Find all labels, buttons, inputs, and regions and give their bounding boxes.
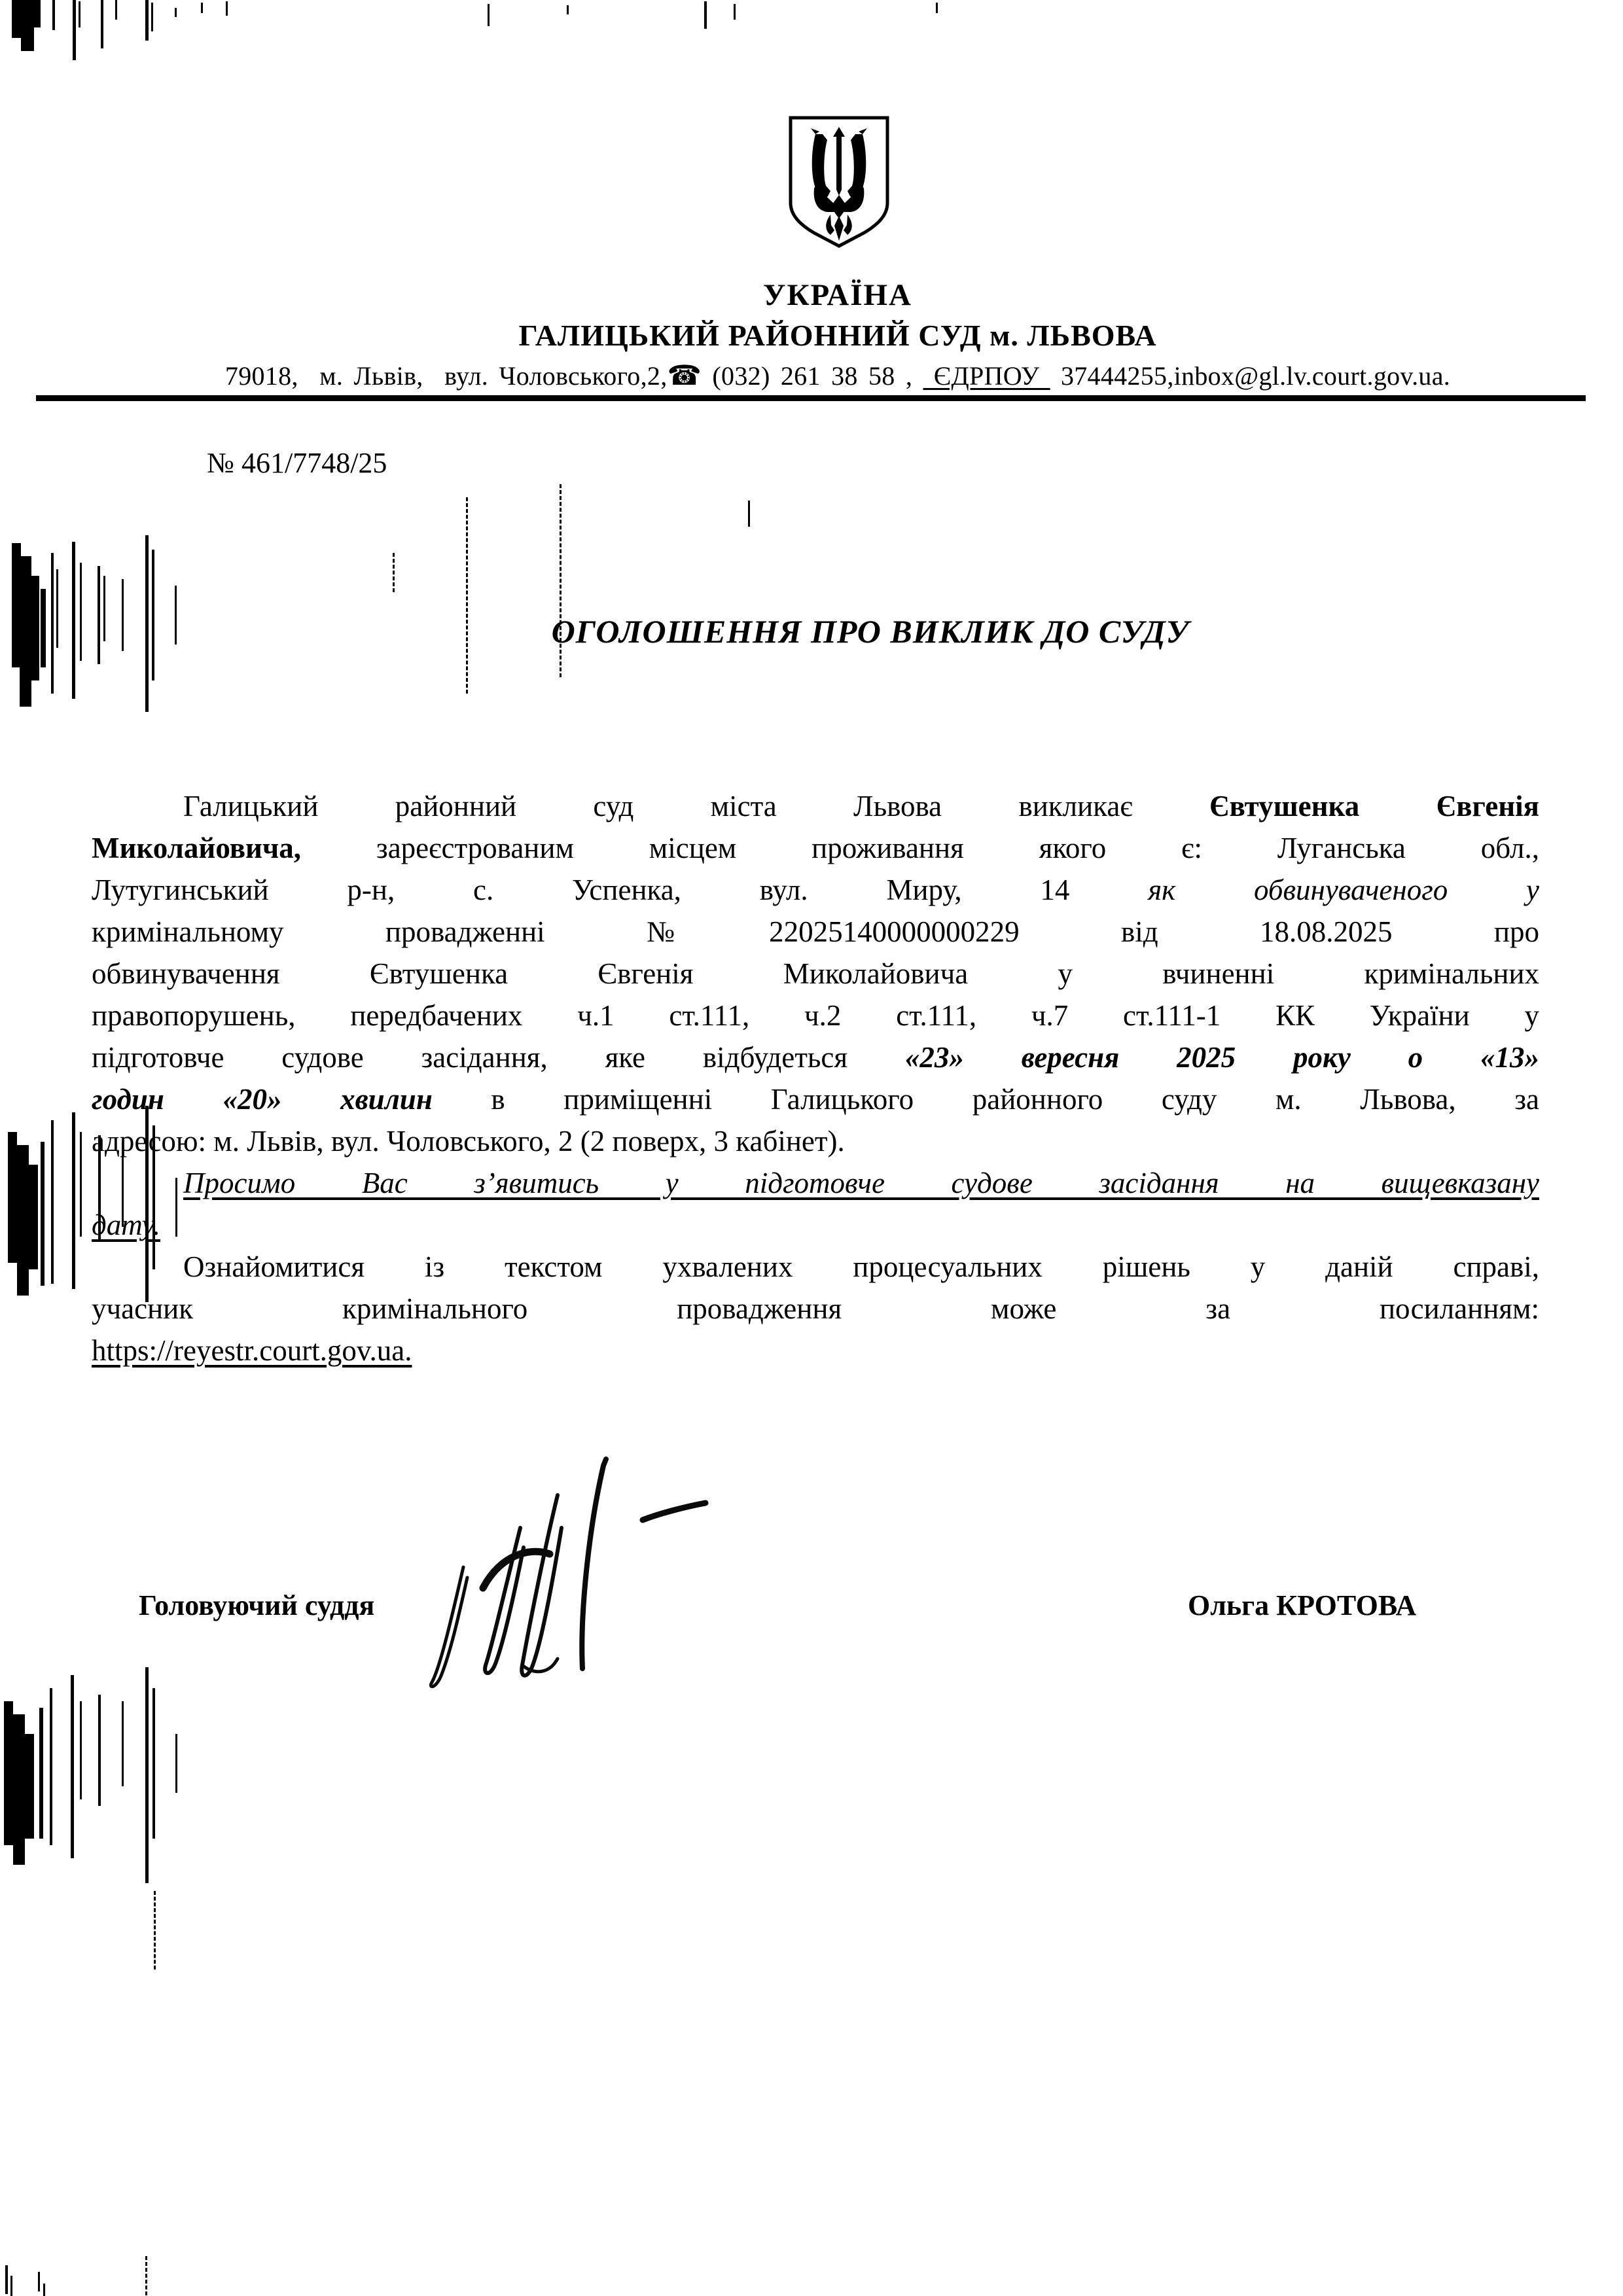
scan-artifact: [80, 1701, 82, 1799]
document-body: [92, 785, 1539, 1371]
scan-artifact: [17, 1145, 29, 1296]
scan-artifact: [98, 1695, 101, 1806]
scan-artifact: [466, 497, 468, 694]
body-text-run: обвинувачення Євтушенка Євгенія Миколайовича у вчиненні кримінальних: [92, 957, 1539, 990]
scan-artifact: [145, 2256, 147, 2295]
scan-artifact: [98, 566, 100, 664]
scan-artifact: [936, 3, 938, 13]
scan-artifact: [43, 2284, 45, 2296]
scan-artifact: [73, 0, 76, 60]
hearing-date: «23» вересня 2025 року о «13»: [904, 1041, 1539, 1074]
hearing-address: адресою: м. Львів, вул. Чоловського, 2 (2 поверх, 3 кабінет).: [92, 1125, 845, 1157]
body-line: [92, 1288, 1539, 1330]
scan-artifact: [4, 1701, 13, 1845]
edrpou-label: ЄДРПОУ: [923, 361, 1050, 391]
body-line: [92, 911, 1539, 953]
body-line: [92, 1246, 1539, 1288]
scan-artifact: [101, 0, 103, 48]
scan-artifact: [41, 1142, 45, 1286]
appearance-request: Просимо Вас з’явитись у підготовче судове засідання на вищевказану: [183, 1167, 1539, 1199]
scan-artifact: [734, 4, 736, 20]
body-line: [92, 869, 1539, 911]
body-line: [92, 1078, 1539, 1120]
scan-artifact: [488, 4, 490, 26]
scan-artifact: [567, 5, 569, 14]
court-name: ГАЛИЦЬКИЙ РАЙОННИЙ СУД м. ЛЬВОВА: [518, 319, 1157, 352]
country-name: УКРАЇНА: [762, 278, 912, 312]
document-title: ОГОЛОШЕННЯ ПРО ВИКЛИК ДО СУДУ: [551, 613, 1190, 650]
court-address-line: [52, 359, 1623, 392]
body-text-run: зареєстрованим місцем проживання якого є: Луганська обл.,: [301, 832, 1539, 864]
scan-artifact: [154, 1891, 156, 1969]
scan-artifact: [145, 1667, 149, 1883]
body-line: [92, 1204, 1539, 1246]
body-line: [92, 1162, 1539, 1204]
phone-icon: ☎: [667, 361, 702, 391]
case-number: № 461/7748/25: [207, 447, 387, 479]
accused-name: Євтушенка Євгенія: [1209, 790, 1539, 822]
scan-artifact: [50, 1688, 52, 1845]
body-text-run: учасник кримінального провадження може за посиланням:: [92, 1292, 1539, 1325]
scan-artifact: [30, 576, 39, 680]
body-text-run: Галицький районний суд міста Львова викликає: [183, 790, 1209, 822]
scan-artifact: [72, 542, 75, 699]
scan-artifact: [29, 1165, 38, 1269]
body-line: [92, 827, 1539, 869]
body-text-run: в приміщенні Галицького районного суду м. Львова, за: [432, 1083, 1539, 1116]
criminal-code-articles: правопорушень, передбачених ч.1 ст.111, ч.2 ст.111, ч.7 ст.111-1 КК України у: [92, 999, 1539, 1032]
scan-artifact: [8, 1132, 17, 1263]
scan-artifact: [33, 0, 41, 27]
judge-signature: [386, 1449, 766, 1691]
scan-artifact: [704, 1, 707, 29]
scan-artifact: [13, 1714, 25, 1865]
scan-artifact: [201, 3, 203, 13]
scan-artifact: [21, 0, 34, 51]
scan-artifact: [10, 2276, 12, 2296]
scan-artifact: [80, 563, 82, 661]
hearing-time: годин «20» хвилин: [92, 1083, 433, 1116]
scan-artifact: [25, 1734, 34, 1839]
body-line: [92, 995, 1539, 1036]
scan-artifact: [103, 576, 105, 641]
body-line: [92, 953, 1539, 995]
scan-artifact: [122, 1701, 124, 1786]
accused-name: Миколайовича,: [92, 832, 302, 864]
court-registry-url: https://reyestr.court.gov.ua.: [92, 1334, 412, 1367]
scan-artifact: [71, 1675, 74, 1858]
scan-artifact: [175, 8, 177, 17]
ukraine-trident-icon: [785, 113, 893, 251]
scan-artifact: [115, 0, 117, 20]
body-text-run: Ознайомитися із текстом ухвалених процесуальних рішень у даній справі,: [183, 1250, 1539, 1283]
scan-artifact: [226, 1, 228, 16]
address-part3: 37444255,inbox@gl.lv.court.gov.ua.: [1050, 361, 1451, 391]
body-text-run: підготовче судове засідання, яке відбудеться: [92, 1041, 905, 1074]
scan-artifact: [79, 1, 80, 27]
scan-artifact: [41, 589, 46, 667]
address-phone-number: (032) 261 38 58 ,: [702, 361, 923, 391]
scan-artifact: [56, 569, 58, 648]
body-line: [92, 1120, 1539, 1162]
scan-artifact: [175, 1734, 177, 1793]
scan-artifact: [38, 2272, 40, 2291]
scan-artifact: [51, 553, 54, 694]
body-line: [92, 785, 1539, 827]
case-proceeding-number: кримінальному провадженні №22025140000000229 від 18.08.2025 про: [92, 915, 1539, 948]
judge-role-label: Головуючий суддя: [139, 1589, 375, 1621]
scan-artifact: [5, 2265, 8, 2294]
scan-artifact: [80, 1132, 82, 1237]
scan-artifact: [748, 501, 750, 527]
body-line: [92, 1330, 1539, 1371]
address-part1: 79018, м. Львів, вул. Чоловського,2,: [224, 361, 668, 391]
appearance-request: дату.: [92, 1209, 161, 1241]
scan-artifact: [39, 1708, 43, 1839]
scan-artifact: [152, 1688, 155, 1839]
scan-artifact: [145, 0, 149, 41]
scan-artifact: [151, 3, 153, 31]
body-text-run: Лутугинський р-н, с. Успенка, вул. Миру, 14: [92, 874, 1149, 906]
scan-artifact: [393, 553, 395, 592]
scan-artifact: [52, 0, 55, 30]
body-line: [92, 1036, 1539, 1078]
scan-artifact: [72, 1112, 75, 1289]
judge-name: Ольга КРОТОВА: [1188, 1589, 1417, 1621]
header-divider-rule: [36, 395, 1586, 401]
scan-artifact: [51, 1120, 54, 1284]
body-text-run: як обвинуваченого у: [1148, 874, 1540, 906]
